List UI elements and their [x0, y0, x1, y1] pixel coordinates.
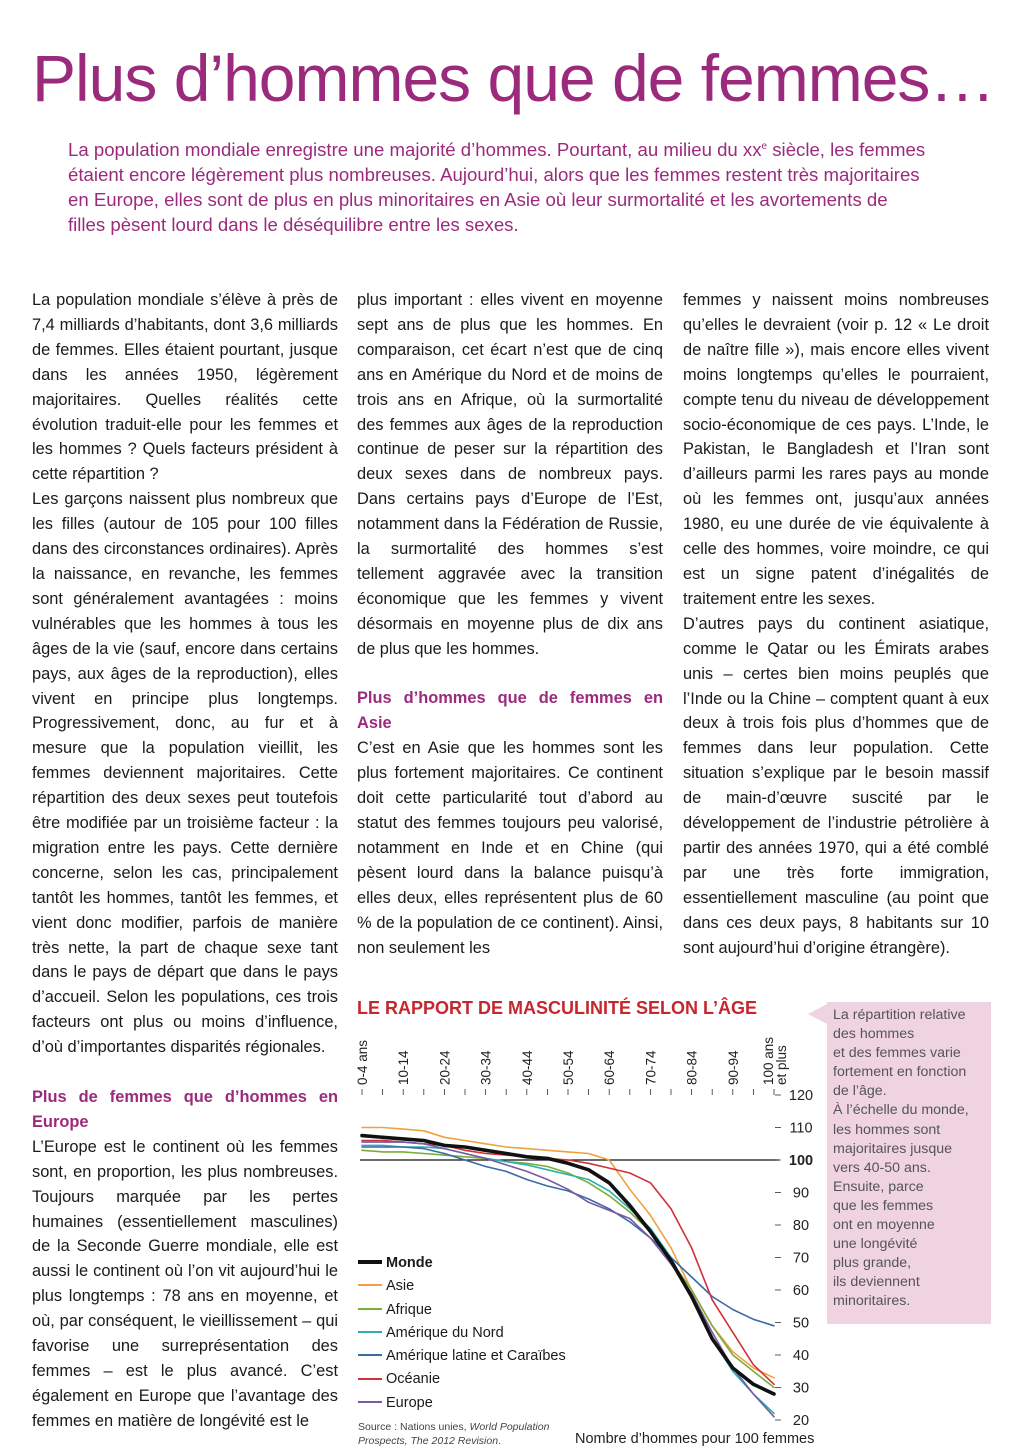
legend-item: [358, 1275, 566, 1298]
paragraph: L’Europe est le continent où les femmes sont, en proportion, les plus nombreuses. Toujours marquée par les pertes humaines (essentiellement masculines) de la Seconde Guerre mondiale, elle est aussi le continent où l’on vit aujourd’hui le plus longtemps : 78 ans en moyenne, et où, par conséquent, le vieillissement – qui favorise une surreprésentation des femmes – est le plus avancé. C’est également en Europe que l’avantage des femmes en matière de longévité est le: [32, 1137, 338, 1430]
intro-superscript: e: [761, 140, 768, 152]
x-tick-label: 30-34: [478, 1050, 494, 1085]
y-axis-label: Nombre d’hommes pour 100 femmes: [575, 1431, 815, 1447]
y-tick-label: 120: [788, 1088, 814, 1104]
y-tick-label: 30: [792, 1380, 810, 1397]
legend-swatch: [358, 1401, 382, 1403]
legend-swatch: [358, 1331, 382, 1333]
legend-label: Europe: [386, 1394, 433, 1411]
chart-legend: [358, 1252, 566, 1415]
article-column-1: [32, 288, 338, 1434]
x-tick-label: 80-84: [684, 1050, 700, 1085]
y-tick-label: 20: [792, 1413, 810, 1429]
legend-label: Asie: [386, 1278, 415, 1295]
x-tick-label: et plus: [774, 1045, 789, 1085]
y-tick-label: 60: [792, 1283, 810, 1299]
legend-label: Monde: [386, 1255, 433, 1271]
source-title: World Population: [469, 1421, 550, 1433]
source-suffix: .: [498, 1435, 501, 1447]
legend-swatch: [358, 1284, 382, 1286]
paragraph: plus important : elles vivent en moyenne sept ans de plus que les hommes. En comparaison, cet écart n’est que de cinq ans en Amérique du Nord et de moins de trois ans en Afrique, où la surmortalité des femmes aux âges de la reproduction continue de peser sur la répartition des deux sexes dans de nombreux pays. Dans certains pays d’Europe de l’Est, notamment dans la Fédération de Russie, la surmortalité des hommes s’est tellement aggravée avec la transition économique que les femmes y vivent désormais en moyenne plus de dix ans de plus que les hommes.: [357, 291, 663, 658]
x-tick-label: 10-14: [396, 1050, 412, 1085]
legend-swatch: [358, 1260, 382, 1264]
legend-item: [358, 1322, 566, 1345]
x-tick-label: 70-74: [643, 1050, 659, 1085]
legend-swatch: [358, 1354, 382, 1356]
intro-text-end: siècle, les femmes étaient encore légèrement plus nombreuses. Aujourd’hui, alors que les femmes restent très majoritaires en Europe, elles sont de plus en plus minoritaires en Asie où leur surmortalité et les avortements de filles pèsent lourd dans le déséquilibre entre les sexes.: [68, 139, 926, 235]
legend-swatch: [358, 1378, 382, 1380]
paragraph: C’est en Asie que les hommes sont les plus fortement majoritaires. Ce continent doit cette particularité tout d’abord au statut des femmes toujours peu valorisé, notamment en Inde et en Chine (qui pèsent lourd dans la balance puisqu’à elles deux, elles représentent plus de 60 % de la population de ce continent). Ainsi, non seulement les: [357, 739, 663, 957]
article-column-2: [357, 288, 663, 960]
spacer: [32, 1060, 338, 1085]
legend-item: [358, 1252, 566, 1275]
sidebox-pointer: [808, 1004, 827, 1024]
legend-label: Afrique: [386, 1301, 432, 1318]
spacer: [357, 662, 663, 687]
y-tick-label: 90: [792, 1185, 810, 1202]
source-title-2: Prospects, The 2012 Revision: [358, 1435, 499, 1447]
y-tick-label: 110: [789, 1120, 813, 1137]
y-tick-label: 80: [792, 1218, 810, 1234]
y-tick-label: 70: [792, 1250, 810, 1267]
x-tick-label: 0-4 ans: [355, 1039, 370, 1085]
legend-item: [358, 1392, 566, 1415]
paragraph: Les garçons naissent plus nombreux que les filles (autour de 105 pour 100 filles dans des circonstances ordinaires). Après la naissance, en revanche, les femmes sont généralement avantagées : moins vulnérables que les hommes à tous les âges de la vie (sauf, encore dans certains pays, aux âges de la reproduction), elles vivent en principe plus longtemps. Progressivement, donc, au fur et à mesure que la population vieillit, les femmes deviennent majoritaires. Cette répartition des deux sexes peut toutefois être modifiée par un troisième facteur : la migration entre les pays. Cette dernière concerne, selon les cas, principalement tantôt les hommes, tantôt les femmes, et vient donc modifier, parfois de manière très nette, la part de chaque sexe tant dans le pays de départ que dans le pays d’accueil. Selon les populations, ces trois facteurs ont plus ou moins d’influence, d’où d’importantes disparités régionales.: [32, 490, 338, 1057]
paragraph: femmes y naissent moins nombreuses qu’elles le devraient (voir p. 12 « Le droit de naître fille »), mais encore elles vivent moins longtemps qu’elles le pourraient, compte tenu du niveau de développement socio-économique de ces pays. L’Inde, le Pakistan, le Bangladesh et l’Iran sont d’ailleurs parmi les rares pays au monde où les femmes ont, jusqu’aux années 1980, eu une durée de vie équivalente à celle des hommes, voire moindre, ce qui est un signe patent d’inégalités de traitement entre les sexes.: [683, 291, 989, 608]
legend-item: [358, 1299, 566, 1322]
chart-source: [358, 1420, 549, 1448]
paragraph: D’autres pays du continent asiatique, comme le Qatar ou les Émirats arabes unis – certes bien moins peuplés que l’Inde ou la Chine – comptent quant à eux deux à trois fois plus d’hommes que de femmes dans leur population. Cette situation s’explique par le besoin massif de main-d’œuvre suscité par le développement de l’industrie pétrolière à partir des années 1970, qui a été comblé par une très forte immigration, essentiellement masculine (au point que dans ces deux pays, 8 habitants sur 10 sont aujourd’hui d’origine étrangère).: [683, 614, 989, 957]
article-column-3: [683, 288, 989, 960]
x-tick-label: 40-44: [519, 1050, 535, 1085]
y-tick-label: 50: [792, 1315, 810, 1332]
intro-paragraph: [68, 137, 928, 237]
legend-label: Océanie: [386, 1371, 441, 1388]
x-tick-label: 20-24: [437, 1050, 453, 1085]
page-title: Plus d’hommes que de femmes…: [32, 41, 995, 115]
legend-label: Amérique du Nord: [386, 1324, 504, 1341]
paragraph: La population mondiale s’élève à près de 7,4 milliards d’habitants, dont 3,6 milliards de femmes. Elles étaient pourtant, jusque dans les années 1950, légèrement majoritaires. Quelles réalités cette évolution traduit-elle pour les femmes et les hommes ? Quels facteurs président à cette répartition ?: [32, 291, 338, 484]
sidebar-text: La répartition relative des hommes et des femmes varie fortement en fonction de l’âge. À l’échelle du monde, les hommes sont majoritaires jusque vers 40-50 ans. Ensuite, parce que les femmes ont en moyenne une longévité plus grande, ils deviennent minoritaires.: [833, 1007, 969, 1310]
legend-swatch: [358, 1308, 382, 1310]
legend-label: Amérique latine et Caraïbes: [386, 1348, 566, 1365]
legend-item: [358, 1345, 566, 1368]
x-tick-label: 90-94: [725, 1050, 741, 1085]
section-heading: Plus de femmes que d’hommes en Europe: [32, 1087, 338, 1131]
section-heading: Plus d’hommes que de femmes en Asie: [357, 689, 663, 733]
x-tick-label: 50-54: [561, 1050, 576, 1085]
y-tick-label: 100: [788, 1153, 814, 1169]
y-tick-label: 40: [792, 1348, 810, 1364]
chart-title: LE RAPPORT DE MASCULINITÉ SELON L’ÂGE: [357, 998, 758, 1018]
intro-text-start: La population mondiale enregistre une majorité d’hommes. Pourtant, au milieu du xx: [68, 139, 762, 160]
legend-item: [358, 1368, 566, 1391]
x-tick-label: 100 ans: [761, 1036, 776, 1085]
source-prefix: Source : Nations unies,: [358, 1421, 470, 1433]
x-tick-label: 60-64: [602, 1050, 618, 1085]
